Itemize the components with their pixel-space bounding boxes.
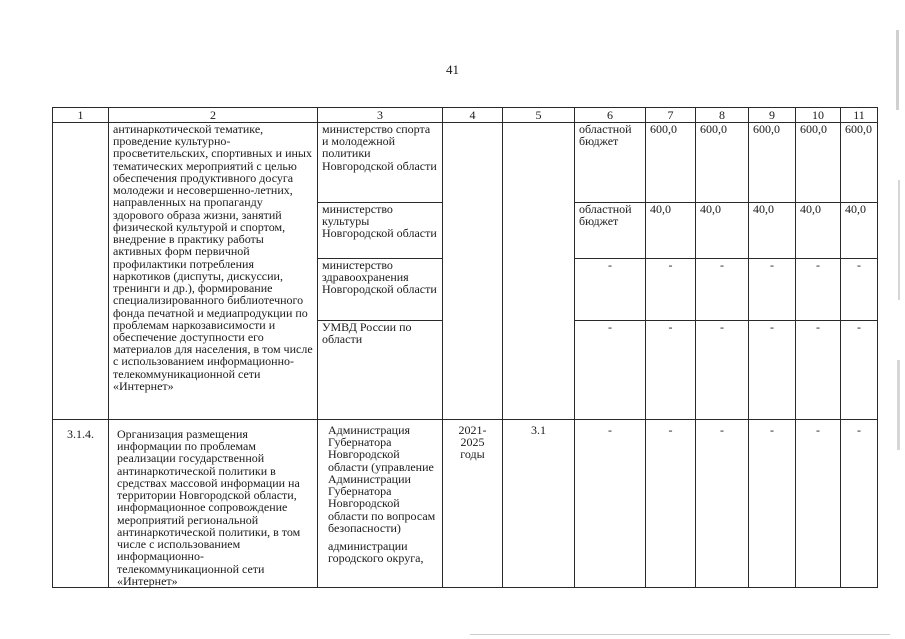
- value-cell: -: [841, 259, 878, 321]
- page-number: 41: [446, 62, 459, 77]
- executor-cell: [318, 420, 443, 588]
- target-cell: [503, 123, 575, 420]
- value-cell: -: [841, 321, 878, 420]
- value-cell: 40,0: [841, 203, 878, 259]
- value-cell: -: [796, 321, 841, 420]
- funding-source: областной бюджет: [575, 123, 646, 203]
- value-cell: 600,0: [796, 123, 841, 203]
- value-cell: -: [796, 259, 841, 321]
- value-cell: -: [646, 321, 696, 420]
- header-cell: 6: [575, 108, 646, 123]
- header-cell: 11: [841, 108, 878, 123]
- number-cell: [53, 123, 109, 420]
- header-cell: 2: [109, 108, 318, 123]
- value-cell: -: [749, 259, 796, 321]
- executor-cell: министерство спорта и молодежной политики Новгородской области: [318, 123, 443, 203]
- measure-description: антинаркотической тематике, проведение культурно-просветительских, спортивных и иных тематических мероприятий с целью обеспечения продуктивного досуга молодежи и несовершенно-летних, направленных на пропаганду здорового образа жизни, занятий физической культурой и спортом, внедрение в практику работы активных форм первичной профилактики потребления наркотиков (диспуты, дискуссии, тренинги и др.), формирование специализированного библиотечного фонда печатной и медиапродукции по проблемам наркозависимости и обеспечение доступности его материалов для населения, в том числе с использованием информационно-телекоммуникационной сети «Интернет»: [109, 123, 318, 420]
- value-cell: -: [646, 420, 696, 588]
- value-cell: -: [841, 420, 878, 588]
- target-cell: 3.1: [503, 420, 575, 588]
- period-cell: 2021-2025 годы: [443, 420, 503, 588]
- value-cell: -: [796, 420, 841, 588]
- period-cell: [443, 123, 503, 420]
- header-cell: 4: [443, 108, 503, 123]
- executor-cell: министерство здравоохранения Новгородской области: [318, 259, 443, 321]
- funding-source: областной бюджет: [575, 203, 646, 259]
- header-cell: 1: [53, 108, 109, 123]
- header-cell: 8: [696, 108, 749, 123]
- funding-source: -: [575, 259, 646, 321]
- value-cell: 40,0: [696, 203, 749, 259]
- value-cell: -: [749, 321, 796, 420]
- table-row: [53, 420, 878, 588]
- value-cell: -: [696, 259, 749, 321]
- executor-main: Администрация Губернатора Новгородской области (управление Администрации Губернатора Новгородской области по вопросам безопасности): [328, 423, 436, 535]
- funding-source: -: [575, 321, 646, 420]
- measure-number: 3.1.4.: [53, 420, 109, 588]
- header-cell: 5: [503, 108, 575, 123]
- value-cell: 600,0: [696, 123, 749, 203]
- funding-source: -: [575, 420, 646, 588]
- value-cell: -: [696, 420, 749, 588]
- header-cell: 3: [318, 108, 443, 123]
- header-cell: 7: [646, 108, 696, 123]
- value-cell: 40,0: [796, 203, 841, 259]
- header-row: [53, 108, 878, 123]
- executor-next: администрации городского округа,: [328, 539, 424, 566]
- value-cell: -: [696, 321, 749, 420]
- value-cell: 600,0: [749, 123, 796, 203]
- value-cell: 40,0: [646, 203, 696, 259]
- measure-description: Организация размещения информации по проблемам реализации государственной антинаркотической политики в средствах массовой информации на территории Новгородской области, информационное сопровождение мероприятий региональной антинаркотической политики, в том числе с использованием информационно-телекоммуникационной сети «Интернет»: [109, 420, 318, 588]
- executor-cell: УМВД России по области: [318, 321, 443, 420]
- header-cell: 10: [796, 108, 841, 123]
- value-cell: 600,0: [646, 123, 696, 203]
- value-cell: 600,0: [841, 123, 878, 203]
- header-cell: 9: [749, 108, 796, 123]
- executor-cell: министерство культуры Новгородской области: [318, 203, 443, 259]
- budget-table: [52, 107, 878, 588]
- value-cell: 40,0: [749, 203, 796, 259]
- table-row: [53, 123, 878, 203]
- value-cell: -: [646, 259, 696, 321]
- value-cell: -: [749, 420, 796, 588]
